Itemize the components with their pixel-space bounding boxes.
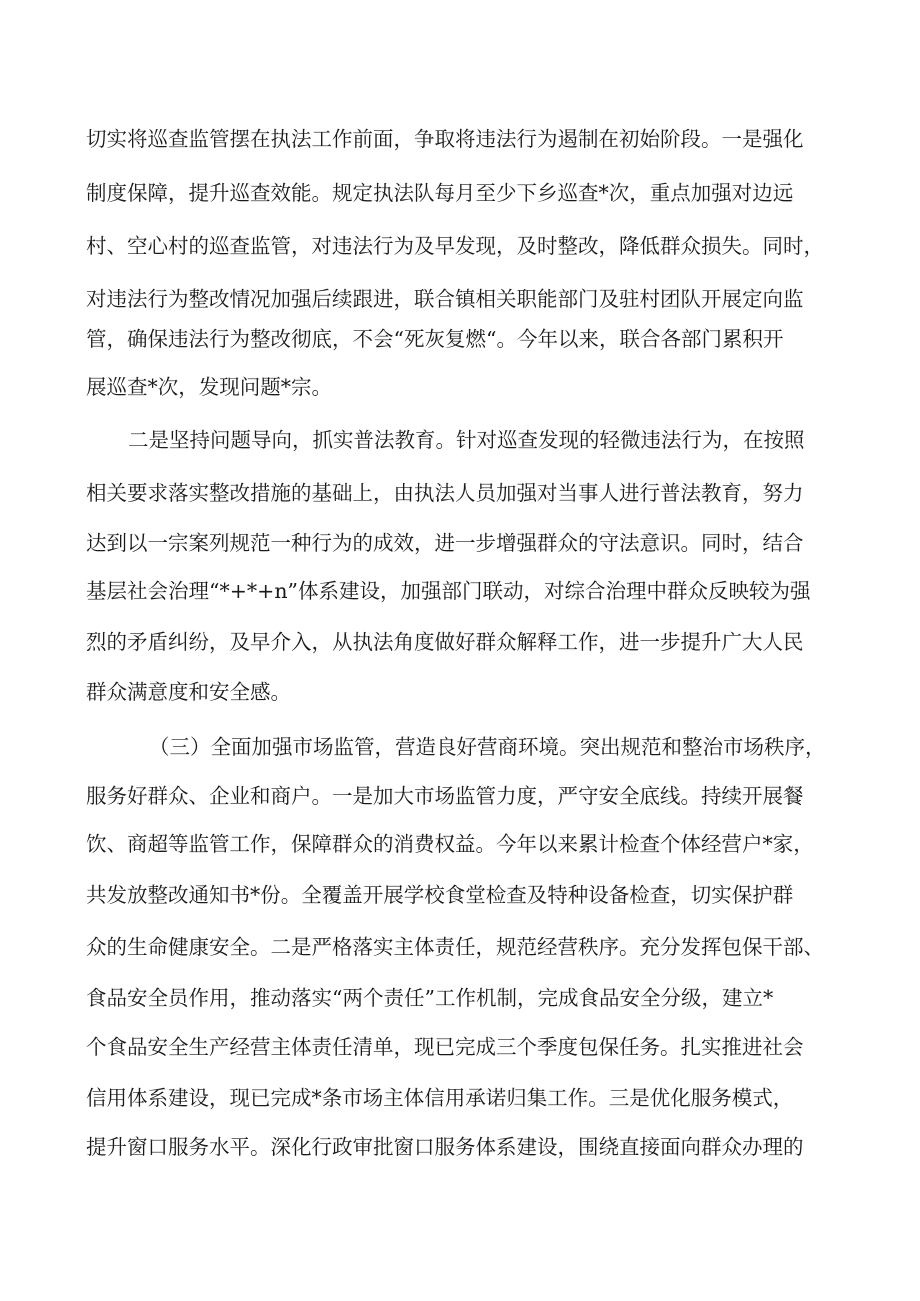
paragraph-3-line-6: 食品安全员作用，推动落实“两个责任”工作机制，完成食品安全分级，建立* xyxy=(86,986,774,1010)
paragraph-1-line-6: 展巡查*次，发现问题*宗。 xyxy=(86,375,332,399)
paragraph-2-line-2: 相关要求落实整改措施的基础上，由执法人员加强对当事人进行普法教育，努力 xyxy=(86,481,804,505)
paragraph-3-line-1: （三）全面加强市场监管，营造良好营商环境。突出规范和整治市场秩序， xyxy=(149,735,826,759)
paragraph-1-line-4: 对违法行为整改情况加强后续跟进，联合镇相关职能部门及驻村团队开展定向监 xyxy=(86,287,804,311)
paragraph-3-line-5: 众的生命健康安全。二是严格落实主体责任，规范经营秩序。充分发挥包保干部、 xyxy=(86,935,824,959)
paragraph-2-line-5: 烈的矛盾纠纷，及早介入，从执法角度做好群众解释工作，进一步提升广大人民 xyxy=(86,630,804,654)
paragraph-1-line-5: 管，确保违法行为整改彻底，不会“死灰复燃“。今年以来，联合各部门累积开 xyxy=(86,327,784,351)
paragraph-3-line-8: 信用体系建设，现已完成*条市场主体信用承诺归集工作。三是优化服务模式， xyxy=(86,1086,794,1110)
paragraph-3-line-4: 共发放整改通知书*份。全覆盖开展学校食堂检查及特种设备检查，切实保护群 xyxy=(86,883,794,907)
paragraph-3-line-2: 服务好群众、企业和商户。一是加大市场监管力度，严守安全底线。持续开展餐 xyxy=(86,784,804,808)
paragraph-1-line-1: 切实将巡查监管摆在执法工作前面，争取将违法行为遏制在初始阶段。一是强化 xyxy=(86,127,804,151)
paragraph-2-line-3: 达到以一宗案列规范一种行为的成效，进一步增强群众的守法意识。同时，结合 xyxy=(86,531,804,555)
paragraph-2-line-1: 二是坚持问题导向，抓实普法教育。针对巡查发现的轻微违法行为，在按照 xyxy=(128,428,805,452)
paragraph-3-line-9: 提升窗口服务水平。深化行政审批窗口服务体系建设，围绕直接面向群众办理的 xyxy=(86,1135,804,1159)
paragraph-2-line-4: 基层社会治理“*+*+n”体系建设，加强部门联动，对综合治理中群众反映较为强 xyxy=(86,579,811,603)
paragraph-1-line-2: 制度保障，提升巡查效能。规定执法队每月至少下乡巡查*次，重点加强对边远 xyxy=(86,181,794,205)
paragraph-2-line-6: 群众满意度和安全感。 xyxy=(86,680,291,704)
paragraph-3-line-3: 饮、商超等监管工作，保障群众的消费权益。今年以来累计检查个体经营户*家， xyxy=(86,832,814,856)
paragraph-3-line-7: 个食品安全生产经营主体责任清单，现已完成三个季度包保任务。扎实推进社会 xyxy=(86,1035,804,1059)
paragraph-1-line-3: 村、空心村的巡查监管，对违法行为及早发现，及时整改，降低群众损失。同时， xyxy=(86,234,824,258)
